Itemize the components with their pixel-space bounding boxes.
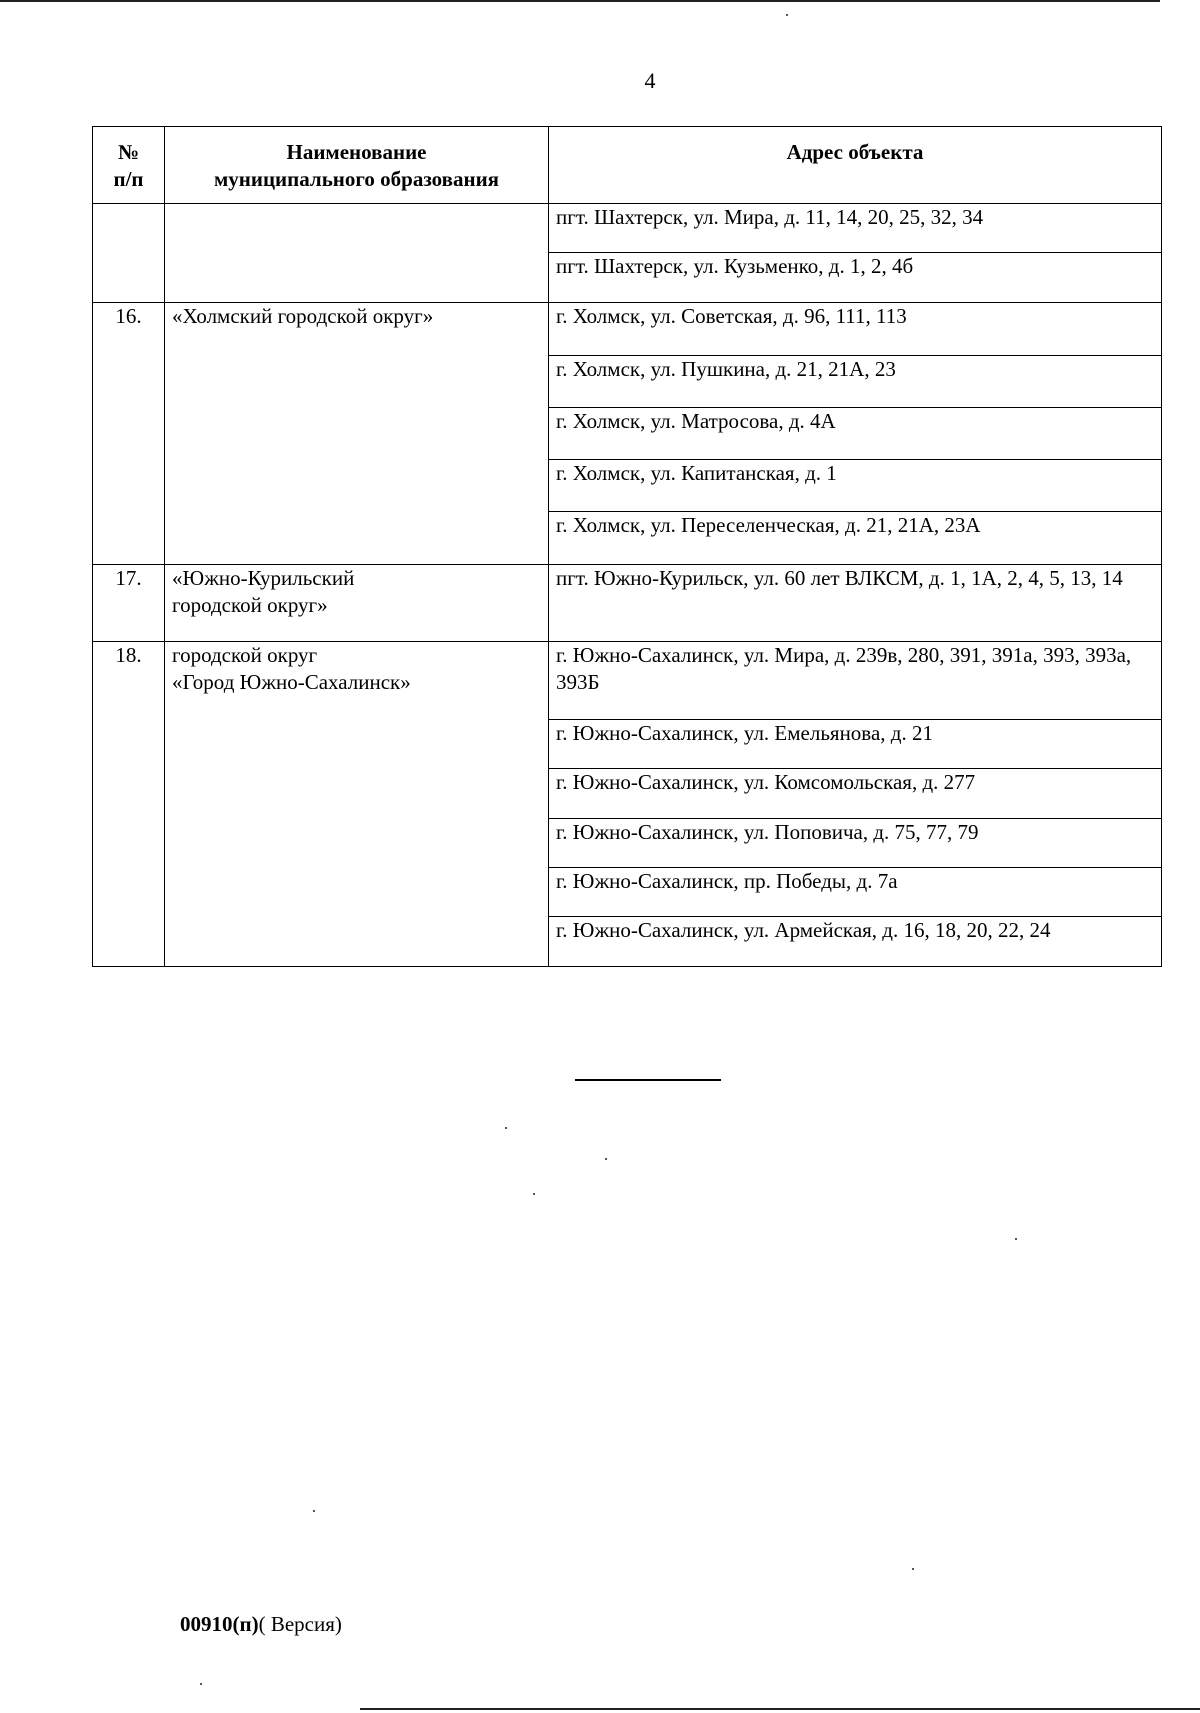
scan-speck bbox=[1015, 1238, 1017, 1240]
row-number bbox=[93, 204, 165, 303]
page-number: 4 bbox=[644, 68, 656, 93]
row-address: г. Холмск, ул. Капитанская, д. 1 bbox=[549, 460, 1162, 512]
row-address: пгт. Шахтерск, ул. Кузьменко, д. 1, 2, 4б bbox=[549, 253, 1162, 303]
row-address: г. Южно-Сахалинск, ул. Мира, д. 239в, 280, 391, 391а, 393, 393а, 393Б bbox=[549, 642, 1162, 720]
row-municipality bbox=[165, 642, 549, 967]
row-municipality bbox=[165, 303, 549, 565]
scan-edge-top bbox=[0, 0, 1160, 2]
header-address-text: Адрес объекта bbox=[786, 140, 924, 164]
row-municipality bbox=[165, 565, 549, 642]
scan-edge-bottom bbox=[360, 1708, 1200, 1710]
scan-speck bbox=[912, 1568, 914, 1570]
row-number: 17. bbox=[93, 565, 165, 642]
municipality-name-line2: «Город Южно-Сахалинск» bbox=[172, 670, 411, 694]
row-address: г. Южно-Сахалинск, ул. Емельянова, д. 21 bbox=[549, 720, 1162, 769]
row-address: г. Южно-Сахалинск, ул. Комсомольская, д. 277 bbox=[549, 769, 1162, 819]
document-code-number: 00910(п) bbox=[180, 1612, 259, 1636]
row-address: г. Южно-Сахалинск, ул. Поповича, д. 75, 77, 79 bbox=[549, 819, 1162, 868]
municipality-name-line1: городской округ bbox=[172, 643, 318, 667]
row-number: 18. bbox=[93, 642, 165, 967]
end-rule bbox=[575, 1079, 721, 1081]
table-header-row bbox=[93, 127, 1162, 204]
row-address: г. Холмск, ул. Переселенческая, д. 21, 21А, 23А bbox=[549, 512, 1162, 565]
row-address: г. Южно-Сахалинск, ул. Армейская, д. 16, 18, 20, 22, 24 bbox=[549, 917, 1162, 967]
municipality-name-line1: «Южно-Курильский bbox=[172, 566, 355, 590]
scan-speck bbox=[605, 1158, 607, 1160]
header-number-line1: № bbox=[117, 140, 140, 164]
header-address bbox=[549, 127, 1162, 204]
scan-speck bbox=[505, 1127, 507, 1129]
row-address: г. Южно-Сахалинск, пр. Победы, д. 7а bbox=[549, 868, 1162, 917]
document-version: ( Версия) bbox=[258, 1612, 342, 1636]
row-address: пгт. Шахтерск, ул. Мира, д. 11, 14, 20, 25, 32, 34 bbox=[549, 204, 1162, 253]
row-municipality bbox=[165, 204, 549, 303]
row-number: 16. bbox=[93, 303, 165, 565]
table-row bbox=[93, 565, 1162, 642]
row-address: г. Холмск, ул. Советская, д. 96, 111, 113 bbox=[549, 303, 1162, 356]
municipality-name-line1: «Холмский городской округ» bbox=[172, 304, 434, 328]
header-municipality-line2: муниципального образования bbox=[213, 167, 500, 191]
row-address: г. Холмск, ул. Матросова, д. 4А bbox=[549, 408, 1162, 460]
scan-speck bbox=[200, 1683, 202, 1685]
header-number bbox=[93, 127, 165, 204]
scan-speck bbox=[786, 14, 788, 16]
scan-speck bbox=[313, 1510, 315, 1512]
row-address: пгт. Южно-Курильск, ул. 60 лет ВЛКСМ, д. 1, 1А, 2, 4, 5, 13, 14 bbox=[549, 565, 1162, 642]
row-address: г. Холмск, ул. Пушкина, д. 21, 21А, 23 bbox=[549, 356, 1162, 408]
document-code bbox=[180, 1612, 342, 1637]
table-row bbox=[93, 303, 1162, 356]
address-table bbox=[92, 126, 1162, 967]
scan-speck bbox=[533, 1193, 535, 1195]
header-municipality-line1: Наименование bbox=[286, 140, 427, 164]
municipality-name-line2: городской округ» bbox=[172, 593, 328, 617]
header-municipality bbox=[165, 127, 549, 204]
table-row bbox=[93, 204, 1162, 253]
table-row bbox=[93, 642, 1162, 720]
header-number-line2: п/п bbox=[113, 167, 144, 191]
